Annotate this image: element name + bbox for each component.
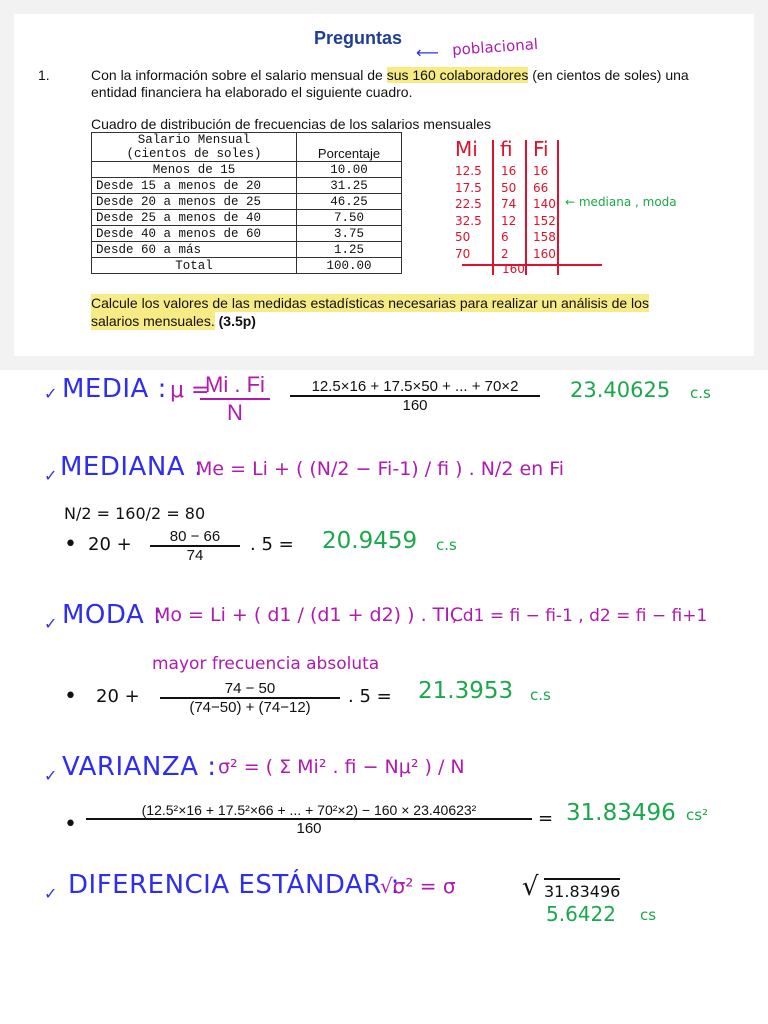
- mi-column: 12.5 17.5 22.5 32.5 50 70: [455, 164, 482, 261]
- table-header-row: [92, 133, 402, 162]
- mediana-result: 20.9459: [322, 528, 418, 554]
- note-mediana-moda: ← mediana , moda: [565, 195, 677, 209]
- sqrt-icon: √: [522, 872, 539, 902]
- check-icon: ✓: [44, 884, 58, 903]
- varianza-result: 31.83496: [566, 800, 676, 826]
- mediana-formula: Me = Li + ( (N/2 − Fi-1) / fi ) . N/2 en Fi: [196, 458, 565, 480]
- mediana-label: MEDIANA :: [60, 452, 204, 482]
- highlight-colaboradores: sus 160 colaboradores: [386, 67, 529, 83]
- table-row: Desde 25 a menos de 40 7.50: [92, 210, 402, 226]
- question-text: Con la información sobre el salario mensual de sus 160 colaboradores (en cientos de soles) una entidad financiera ha elaborado el siguiente cuadro.: [91, 67, 689, 100]
- table-row: Desde 15 a menos de 20 31.25: [92, 178, 402, 194]
- check-icon: ✓: [44, 614, 58, 633]
- media-label: MEDIA :: [62, 374, 167, 404]
- mediana-step2-fraction: $\frac{80 - 66}{74}$: [150, 528, 240, 564]
- check-icon: ✓: [44, 466, 58, 485]
- question-number: 1.: [38, 67, 50, 83]
- desviacion-formula: √σ² = σ: [380, 874, 456, 898]
- divider-line: [525, 140, 527, 275]
- mediana-step1: N/2 = 160/2 = 80: [64, 504, 206, 523]
- divider-line: [492, 140, 494, 275]
- varianza-label: VARIANZA :: [62, 752, 217, 782]
- media-formula-lhs: μ =: [170, 378, 210, 403]
- check-icon: ✓: [44, 766, 58, 785]
- header-fi: fi: [500, 137, 513, 161]
- varianza-formula: σ² = ( Σ Mi² . fi − Nμ² ) / N: [218, 756, 465, 778]
- media-unit: c.s: [690, 384, 711, 402]
- table-row-total: Total 100.00: [92, 258, 402, 274]
- moda-step-fraction: $\frac{74 - 50}{(74-50) + (74-12)}$: [160, 680, 340, 716]
- header-salario: Salario Mensual (cientos de soles): [92, 133, 297, 162]
- desviacion-label: DIFERENCIA ESTÁNDAR :: [68, 870, 400, 900]
- fi-total: 160: [502, 262, 525, 276]
- header-mi: Mi: [455, 137, 478, 161]
- desviacion-unit: cs: [640, 906, 657, 924]
- table-row: Desde 60 a más 1.25: [92, 242, 402, 258]
- varianza-calc-fraction: $\frac{\text{(12.5²×16 + 17.5²×66 + ... + 70²×2) − 160 × 23.40623²}}{160}$: [86, 802, 532, 837]
- arrow-left-icon: ⟵: [416, 43, 439, 62]
- bullet-icon: •: [64, 532, 77, 557]
- moda-label: MODA :: [62, 600, 163, 630]
- moda-unit: c.s: [530, 686, 551, 704]
- moda-note: mayor frecuencia absoluta: [152, 654, 380, 674]
- Fi-column: 16 66 140 152 158 160: [533, 164, 556, 261]
- desviacion-sqrt-value: 31.83496: [544, 878, 620, 901]
- bullet-icon: •: [64, 684, 77, 709]
- divider-line: [462, 264, 602, 266]
- mediana-step2-pre: 20 +: [88, 534, 132, 555]
- moda-step-post: . 5 =: [348, 686, 392, 707]
- annotation-poblacional: poblacional: [451, 35, 539, 59]
- desviacion-result: 5.6422: [546, 902, 616, 926]
- varianza-unit: cs²: [686, 806, 709, 824]
- divider-line: [557, 140, 559, 275]
- moda-step-pre: 20 +: [96, 686, 140, 707]
- mediana-unit: c.s: [436, 536, 457, 554]
- table-row: Menos de 15 10.00: [92, 162, 402, 178]
- header-porcentaje: Porcentaje: [297, 133, 402, 162]
- bullet-icon: •: [64, 812, 77, 837]
- mediana-step2-post: . 5 =: [250, 534, 294, 555]
- media-calc-fraction: $\frac{12.5\times 16 + 17.5\times 50 + ... + 70\times 2}{160}$: [290, 378, 540, 414]
- page-title: Preguntas: [314, 28, 403, 48]
- check-icon: ✓: [44, 384, 58, 403]
- media-formula-fraction: $\frac{Mi . Fi}{N}$: [200, 372, 270, 426]
- table-row: Desde 20 a menos de 25 46.25: [92, 194, 402, 210]
- header-Fi-acumulada: Fi: [533, 137, 549, 161]
- table-row: Desde 40 a menos de 60 3.75: [92, 226, 402, 242]
- moda-result: 21.3953: [418, 678, 514, 704]
- frequency-table: [91, 132, 402, 274]
- instruction-text: Calcule los valores de las medidas estadísticas necesarias para realizar un análisis de los salarios mensuales. (3.5p): [91, 295, 649, 329]
- fi-column: 16 50 74 12 6 2: [501, 164, 517, 261]
- moda-formula: Mo = Li + ( d1 / (d1 + d2) ) . TIC: [154, 604, 464, 626]
- equals-sign: =: [538, 808, 554, 829]
- media-result: 23.40625: [570, 378, 671, 402]
- table-caption: Cuadro de distribución de frecuencias de los salarios mensuales: [91, 116, 491, 132]
- moda-d-definitions: , d1 = fi − fi-1 , d2 = fi − fi+1: [452, 606, 708, 626]
